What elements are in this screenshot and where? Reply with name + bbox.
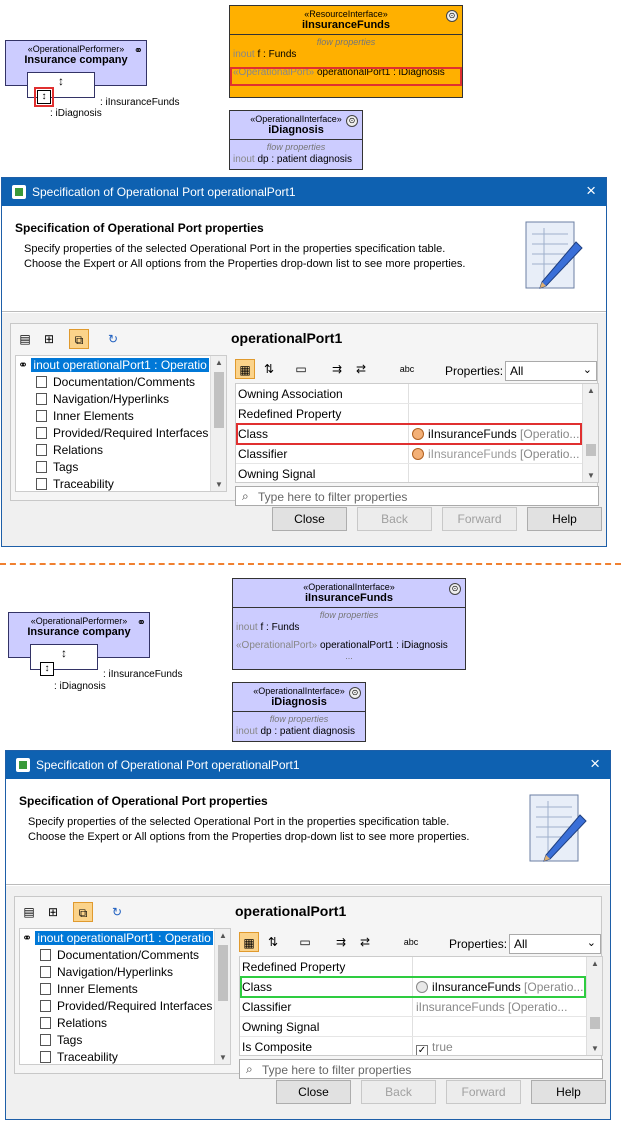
tree-scrollbar[interactable] — [214, 929, 230, 1064]
page-icon — [40, 1000, 51, 1012]
page-icon — [36, 478, 47, 490]
table-row[interactable] — [240, 1017, 586, 1037]
header-title: Specification of Operational Port properties — [15, 221, 264, 235]
properties-value: All — [510, 364, 524, 378]
flow-text: f : Funds — [260, 622, 300, 633]
flow-text: f : Funds — [257, 49, 297, 60]
dialog-header — [6, 779, 610, 885]
tree-item-label: Traceability — [57, 1050, 118, 1064]
scroll-thumb[interactable] — [586, 444, 596, 456]
spec-panel — [14, 896, 602, 1077]
table-scrollbar[interactable] — [586, 957, 602, 1055]
value-type: iInsuranceFunds [Operatio... — [416, 1000, 568, 1014]
categorized-icon[interactable]: ▦ — [235, 359, 255, 379]
row-name: Class — [242, 980, 273, 994]
performer-stereotype: «OperationalPerformer» — [30, 616, 128, 626]
class-row-highlight — [236, 423, 582, 445]
dialog-title: Specification of Operational Port operationalPort1 — [32, 185, 296, 199]
tree-item-label: Tags — [53, 460, 79, 474]
diagnosis-interface-block[interactable] — [232, 682, 366, 742]
forward-button[interactable]: Forward — [446, 1080, 521, 1104]
page-icon — [36, 410, 47, 422]
value-type: [Operatio... — [516, 427, 580, 441]
properties-label: Properties: — [449, 937, 508, 951]
scroll-down-icon[interactable]: ▼ — [219, 1053, 227, 1062]
page-icon — [40, 1017, 51, 1029]
value-type: [Operatio... — [516, 447, 580, 461]
page-icon — [40, 1034, 51, 1046]
page-icon — [36, 461, 47, 473]
app-icon — [16, 758, 30, 772]
properties-select[interactable] — [509, 934, 601, 954]
tree-root[interactable] — [22, 931, 213, 945]
tree-item-label: Provided/Required Interfaces — [53, 426, 209, 440]
row-value[interactable] — [412, 447, 579, 461]
more-ellipsis: ... — [342, 78, 350, 88]
remove-icon[interactable]: ⇄ — [355, 362, 367, 376]
flow-properties-label: flow properties — [319, 610, 379, 620]
back-button[interactable]: Back — [357, 507, 432, 531]
spec-panel — [10, 323, 598, 504]
help-button[interactable]: Help — [531, 1080, 606, 1104]
specification-dialog[interactable] — [5, 750, 611, 1120]
class-row-highlight — [240, 976, 586, 998]
value-type: [Operatio... — [520, 980, 584, 994]
tree-item[interactable] — [36, 392, 169, 406]
dialog-body — [6, 886, 610, 1119]
refresh-icon[interactable]: ↻ — [111, 905, 123, 919]
interface-stereotype: «OperationalInterface» — [250, 114, 342, 124]
document-edit-icon — [522, 220, 584, 294]
page-icon — [40, 1051, 51, 1063]
close-button[interactable]: Close — [272, 507, 347, 531]
app-icon — [12, 185, 26, 199]
interface-name: iInsuranceFunds — [301, 19, 391, 31]
row-name: Classifier — [242, 1000, 292, 1014]
properties-value: All — [514, 937, 528, 951]
tree-item[interactable] — [40, 1016, 107, 1030]
tree-root-icon: ⚭ — [18, 358, 29, 372]
operational-interface-block[interactable] — [232, 578, 466, 670]
list-view-icon[interactable]: ▤ — [23, 905, 35, 919]
interface-stereotype: «OperationalInterface» — [303, 582, 395, 592]
port-diagnosis[interactable]: ↕ — [40, 662, 54, 676]
filter-input[interactable] — [235, 486, 599, 506]
row-name: Class — [238, 427, 269, 441]
abc-icon[interactable]: abc — [399, 364, 415, 374]
tree-item-label: Navigation/Hyperlinks — [57, 965, 174, 979]
filter-input[interactable] — [239, 1059, 603, 1079]
tree-item[interactable] — [36, 477, 114, 491]
flow-properties-label: flow properties — [316, 37, 376, 47]
property-tree[interactable] — [15, 355, 227, 492]
remove-icon[interactable]: ⇄ — [359, 935, 371, 949]
tree-item-label: Documentation/Comments — [57, 948, 200, 962]
resource-interface-icon — [412, 448, 424, 460]
collapse-icon[interactable]: ▭ — [299, 935, 311, 949]
tree-root-label: inout operationalPort1 : Operatio — [37, 931, 211, 945]
connector-arrow: ↕ — [58, 74, 64, 88]
tree-item[interactable] — [40, 982, 138, 996]
interface-stereotype: «OperationalInterface» — [253, 686, 345, 696]
specification-dialog[interactable] — [1, 177, 607, 547]
tree-item[interactable] — [36, 460, 78, 474]
tree-root[interactable] — [18, 358, 209, 372]
back-button[interactable]: Back — [361, 1080, 436, 1104]
sort-icon[interactable]: ⇅ — [267, 935, 279, 949]
dialog-titlebar[interactable] — [2, 178, 606, 206]
flow-properties-label: flow properties — [269, 714, 329, 724]
scroll-thumb[interactable] — [214, 372, 224, 428]
section-separator — [0, 563, 621, 565]
element-name: operationalPort1 — [235, 903, 347, 919]
tree-item-label: Provided/Required Interfaces — [57, 999, 213, 1013]
interface-stereotype: «ResourceInterface» — [304, 9, 388, 19]
performer-stereotype: «OperationalPerformer» — [27, 44, 125, 54]
scroll-up-icon[interactable]: ▲ — [219, 931, 227, 940]
scroll-up-icon[interactable]: ▲ — [215, 358, 223, 367]
list-view-icon[interactable]: ▤ — [19, 332, 31, 346]
scroll-up-icon[interactable]: ▲ — [587, 386, 595, 395]
scroll-thumb[interactable] — [590, 1017, 600, 1029]
value-text: iInsuranceFunds — [428, 447, 517, 461]
tree-item[interactable] — [36, 426, 208, 440]
row-value[interactable] — [416, 1040, 453, 1056]
port-stereotype: «OperationalPort» — [236, 640, 318, 651]
scroll-up-icon[interactable]: ▲ — [591, 959, 599, 968]
property-table — [239, 956, 603, 1056]
port-row-highlight — [230, 67, 462, 86]
checkbox-icon[interactable]: ✓ — [417, 1045, 427, 1056]
scroll-thumb[interactable] — [218, 945, 228, 1001]
page-icon — [36, 393, 47, 405]
search-icon: ⌕ — [246, 1062, 253, 1076]
close-button[interactable]: Close — [276, 1080, 351, 1104]
diagnosis-interface-block[interactable] — [229, 110, 363, 170]
row-name: Owning Association — [238, 387, 343, 401]
connector-arrow: ↕ — [61, 646, 67, 660]
port-diagnosis[interactable]: ↕ — [37, 90, 51, 104]
tree-item[interactable] — [40, 948, 199, 962]
tree-item-label: Documentation/Comments — [53, 375, 196, 389]
row-value[interactable] — [416, 1000, 567, 1014]
properties-select[interactable] — [505, 361, 597, 381]
property-tree[interactable] — [19, 928, 231, 1065]
port-label-funds: : iInsuranceFunds — [103, 669, 183, 680]
refresh-icon[interactable]: ↻ — [107, 332, 119, 346]
tree-item-label: Relations — [57, 1016, 108, 1030]
chevron-down-icon: ⌄ — [582, 364, 592, 376]
interface-icon: ⊙ — [449, 583, 461, 595]
interface-icon: ⊙ — [446, 10, 458, 22]
row-name: Owning Signal — [238, 467, 316, 481]
table-row[interactable] — [236, 464, 582, 483]
page-icon — [36, 444, 47, 456]
row-name: Classifier — [238, 447, 288, 461]
tree-item-label: Inner Elements — [53, 409, 134, 423]
tree-item[interactable] — [36, 409, 134, 423]
interface-name: iDiagnosis — [271, 696, 327, 708]
properties-label: Properties: — [445, 364, 504, 378]
interface-name: iInsuranceFunds — [304, 592, 394, 604]
tree-root-label: inout operationalPort1 : Operatio — [33, 358, 207, 372]
expand-icon[interactable]: ⇉ — [331, 362, 343, 376]
categorized-icon[interactable]: ▦ — [239, 932, 259, 952]
scroll-down-icon[interactable]: ▼ — [591, 1044, 599, 1053]
flow-property-row — [230, 47, 462, 62]
element-name: operationalPort1 — [231, 330, 343, 346]
copy-icon[interactable]: ⧉ — [69, 329, 89, 349]
tree-item-label: Traceability — [53, 477, 114, 491]
tree-scrollbar[interactable] — [210, 356, 226, 491]
flow-text: dp : patient diagnosis — [260, 726, 355, 737]
tree-item[interactable] — [40, 1050, 118, 1064]
page-icon — [40, 949, 51, 961]
value-type: true — [432, 1040, 453, 1054]
flow-direction: inout — [236, 622, 258, 633]
tree-item[interactable] — [36, 375, 195, 389]
dialog-header — [2, 206, 606, 312]
page-icon — [40, 983, 51, 995]
tree-item-label: Inner Elements — [57, 982, 138, 996]
row-name: Is Composite — [242, 1040, 313, 1054]
page-icon — [36, 376, 47, 388]
chevron-down-icon: ⌄ — [586, 937, 596, 949]
document-edit-icon — [526, 793, 588, 867]
filter-placeholder: Type here to filter properties — [262, 1063, 412, 1077]
row-name: Owning Signal — [242, 1020, 320, 1034]
tree-item-label: Navigation/Hyperlinks — [53, 392, 170, 406]
table-row[interactable] — [240, 957, 586, 977]
expand-icon[interactable]: ⇉ — [335, 935, 347, 949]
performer-name: Insurance company — [24, 54, 128, 66]
flow-property-row — [233, 620, 465, 635]
flow-direction: inout — [233, 154, 255, 165]
dialog-body — [2, 313, 606, 546]
port-label-diagnosis: : iDiagnosis — [54, 681, 106, 692]
abc-icon[interactable]: abc — [403, 937, 419, 947]
flow-property-row — [233, 724, 365, 739]
page-icon — [36, 427, 47, 439]
tree-item[interactable] — [40, 999, 212, 1013]
collapse-icon[interactable]: ▭ — [295, 362, 307, 376]
port-text: operationalPort1 : iDiagnosis — [316, 67, 445, 78]
performer-name: Insurance company — [27, 626, 131, 638]
filter-placeholder: Type here to filter properties — [258, 490, 408, 504]
dialog-title: Specification of Operational Port operationalPort1 — [36, 758, 300, 772]
header-title: Specification of Operational Port properties — [19, 794, 268, 808]
table-scrollbar[interactable] — [582, 384, 598, 482]
dialog-titlebar[interactable] — [6, 751, 610, 779]
row-name: Redefined Property — [242, 960, 346, 974]
tree-item[interactable] — [40, 965, 173, 979]
row-name: Redefined Property — [238, 407, 342, 421]
copy-icon[interactable]: ⧉ — [73, 902, 93, 922]
table-row[interactable] — [236, 404, 582, 424]
tree-view-icon[interactable]: ⊞ — [47, 905, 59, 919]
search-icon: ⌕ — [242, 489, 249, 503]
port-text: operationalPort1 : iDiagnosis — [319, 640, 448, 651]
more-ellipsis: ... — [345, 651, 353, 661]
flow-properties-label: flow properties — [266, 142, 326, 152]
forward-button[interactable]: Forward — [442, 507, 517, 531]
flow-text: dp : patient diagnosis — [257, 154, 352, 165]
value-text: iInsuranceFunds — [432, 980, 521, 994]
help-button[interactable]: Help — [527, 507, 602, 531]
table-row[interactable] — [236, 444, 582, 464]
scroll-down-icon[interactable]: ▼ — [215, 480, 223, 489]
close-icon[interactable]: × — [586, 181, 596, 200]
table-row[interactable] — [236, 384, 582, 404]
table-row[interactable] — [240, 997, 586, 1017]
value-text: iInsuranceFunds — [428, 427, 517, 441]
tree-root-icon: ⚭ — [22, 931, 33, 945]
header-description: Specify properties of the selected Operational Port in the properties specification table. Choose the Expert or All options from the Properties drop-down list to see more properties. — [24, 243, 466, 270]
sort-icon[interactable]: ⇅ — [263, 362, 275, 376]
flow-direction: inout — [236, 726, 258, 737]
page-icon — [40, 966, 51, 978]
tree-item[interactable] — [36, 443, 103, 457]
tree-view-icon[interactable]: ⊞ — [43, 332, 55, 346]
port-label-diagnosis: : iDiagnosis — [50, 108, 102, 119]
performer-icon: ⚭ — [136, 617, 146, 629]
header-description: Specify properties of the selected Operational Port in the properties specification table. Choose the Expert or All options from the Properties drop-down list to see more properties. — [28, 816, 470, 843]
tree-item-label: Relations — [53, 443, 104, 457]
interface-name: iDiagnosis — [268, 124, 324, 136]
port-label-funds: : iInsuranceFunds — [100, 97, 180, 108]
tree-item-label: Tags — [57, 1033, 83, 1047]
close-icon[interactable]: × — [590, 754, 600, 773]
performer-icon: ⚭ — [133, 45, 143, 57]
tree-item[interactable] — [40, 1033, 82, 1047]
flow-direction: inout — [233, 49, 255, 60]
interface-icon: ⊙ — [349, 687, 361, 699]
flow-property-row — [230, 152, 362, 167]
property-table — [235, 383, 599, 483]
port-highlight — [34, 87, 54, 107]
interface-icon: ⊙ — [346, 115, 358, 127]
port-stereotype: «OperationalPort» — [233, 67, 315, 78]
scroll-down-icon[interactable]: ▼ — [587, 471, 595, 480]
table-row[interactable] — [240, 1037, 586, 1056]
